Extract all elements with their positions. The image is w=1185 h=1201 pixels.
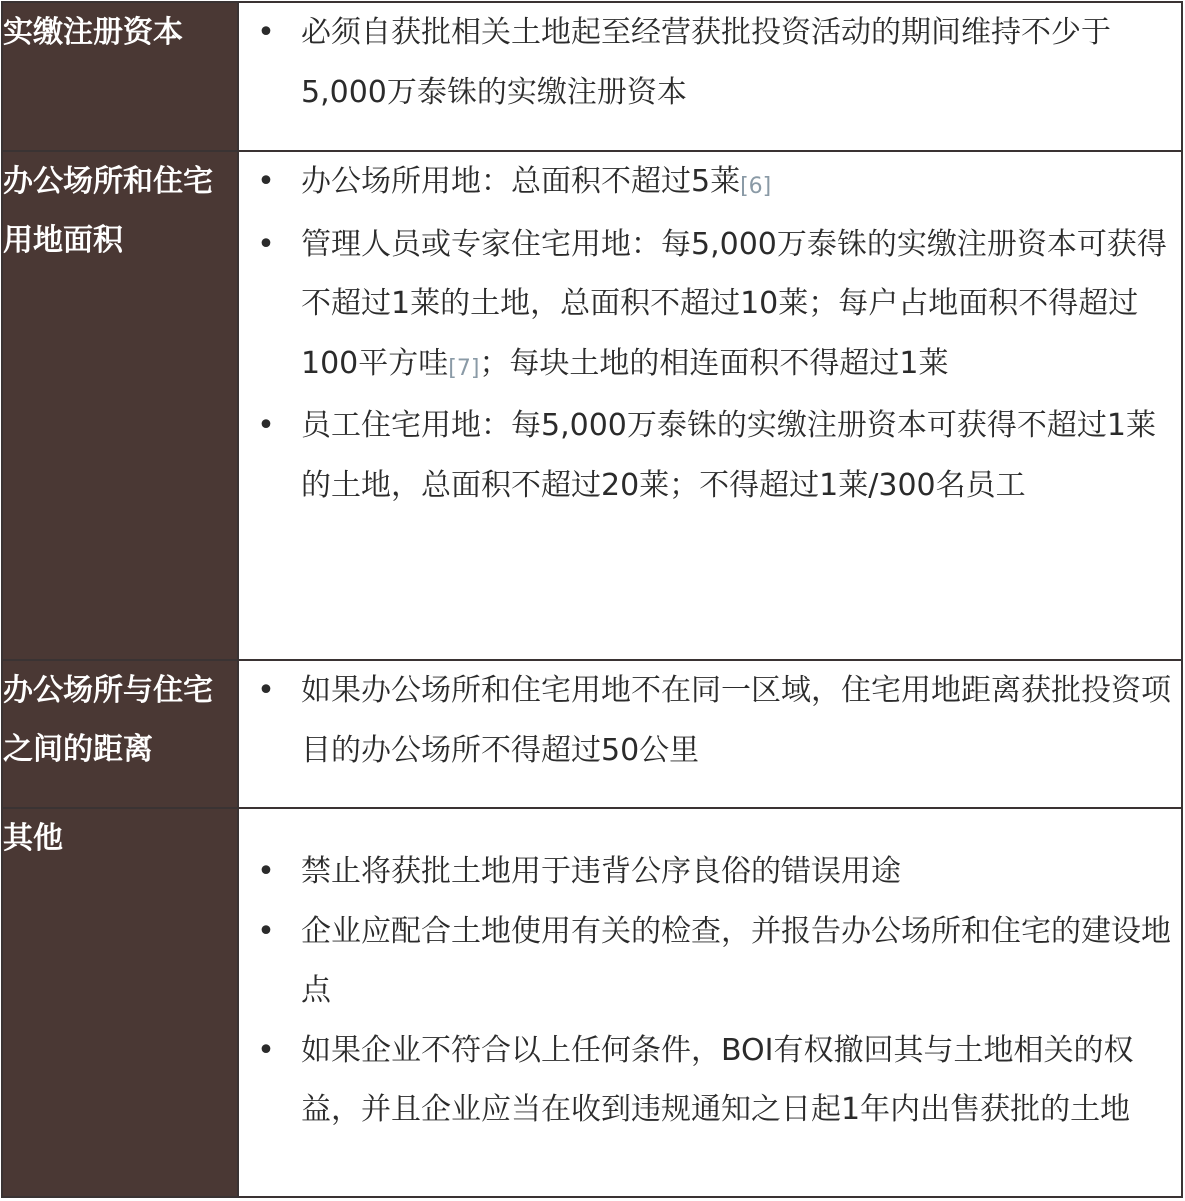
list-item [239, 842, 1181, 902]
item-text: 如果办公场所和住宅用地不在同一区域，住宅用地距离获批投资项目的办公场所不得超过50公里 [301, 673, 1171, 768]
bullet-list [239, 3, 1181, 122]
table-row [2, 2, 1182, 151]
bullet-list [239, 842, 1181, 1140]
item-text: 必须自获批相关土地起至经营获批投资活动的期间维持不少于5,000万泰铢的实缴注册资本 [301, 15, 1111, 110]
table-row [2, 660, 1182, 808]
bullet-icon: • [257, 1032, 275, 1068]
list-item [239, 902, 1181, 1021]
bullet-icon: • [257, 913, 275, 949]
item-text: 员工住宅用地：每5,000万泰铢的实缴注册资本可获得不超过1莱的土地，总面积不超过20莱；不得超过1莱/300名员工 [301, 408, 1156, 503]
bullet-icon: • [257, 854, 275, 889]
land-requirements-table [1, 1, 1183, 1198]
item-text: 如果企业不符合以上任何条件，BOI有权撤回其与土地相关的权益，并且企业应当在收到违规通知之日起1年内出售获批的土地 [301, 1032, 1134, 1127]
row-content [238, 151, 1182, 660]
footnote-ref-link[interactable]: [6] [740, 174, 772, 199]
item-text-continued: ；每块土地的相连面积不得超过1莱 [479, 345, 949, 381]
list-item [239, 3, 1181, 122]
list-item [239, 396, 1181, 515]
row-content [238, 2, 1182, 151]
footnote-ref-link[interactable]: [7] [448, 355, 480, 381]
bullet-icon: • [257, 408, 275, 443]
item-text: 管理人员或专家住宅用地：每5,000万泰铢的实缴注册资本可获得不超过1莱的土地，总面积不超过10莱；每户占地面积不得超过100平方哇 [301, 226, 1167, 381]
item-text: 企业应配合土地使用有关的检查，并报告办公场所和住宅的建设地点 [301, 913, 1171, 1008]
bullet-icon: • [257, 164, 275, 199]
table-row [2, 151, 1182, 660]
row-label: 实缴注册资本 [2, 2, 238, 151]
bullet-icon: • [257, 673, 275, 708]
row-content [238, 808, 1182, 1197]
list-item [239, 661, 1181, 780]
row-content [238, 660, 1182, 808]
table-row [2, 808, 1182, 1197]
bullet-icon: • [257, 226, 275, 262]
row-label: 其他 [2, 808, 238, 1197]
item-text: 办公场所用地：总面积不超过5莱 [301, 164, 741, 199]
bullet-list [239, 661, 1181, 780]
bullet-list [239, 152, 1181, 515]
row-label: 办公场所和住宅用地面积 [2, 151, 238, 660]
item-text: 禁止将获批土地用于违背公序良俗的错误用途 [301, 854, 901, 889]
bullet-icon: • [257, 15, 275, 50]
row-label: 办公场所与住宅之间的距离 [2, 660, 238, 808]
list-item [239, 152, 1181, 215]
list-item [239, 1021, 1181, 1140]
list-item [239, 215, 1181, 397]
